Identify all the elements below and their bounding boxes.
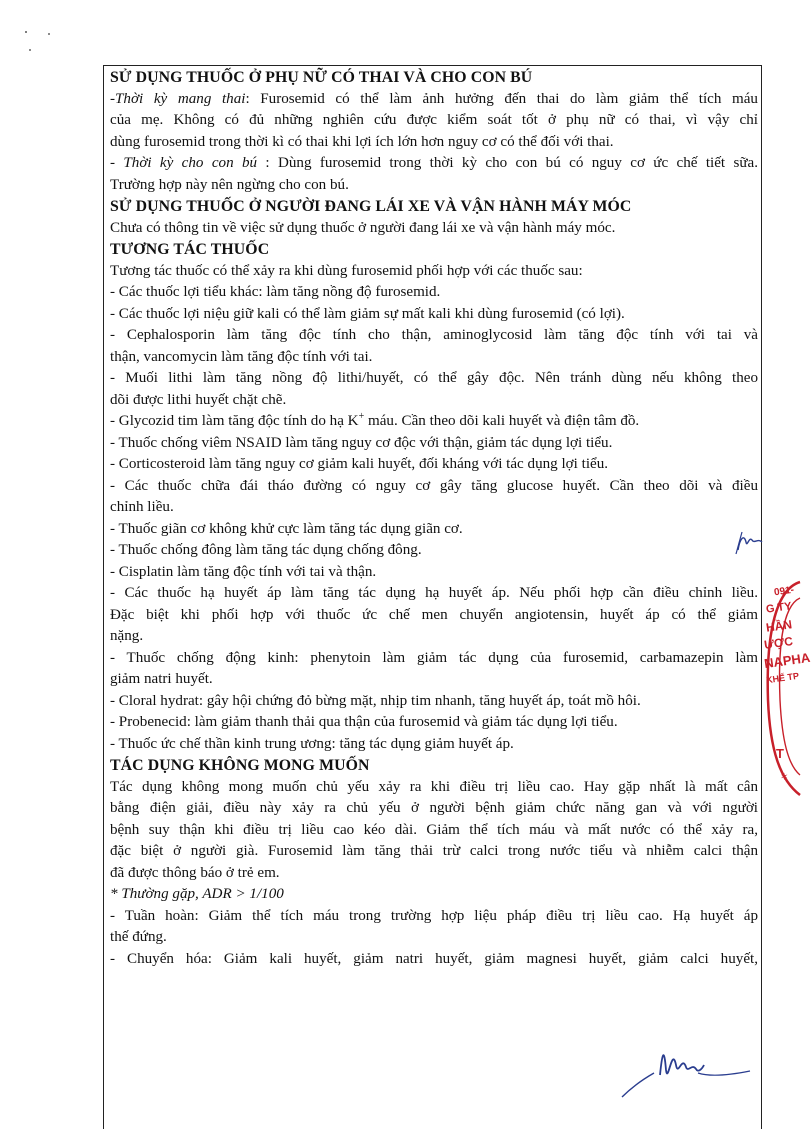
heading-adverse-effects: TÁC DỤNG KHÔNG MONG MUỐN — [110, 757, 370, 774]
list-item: - Corticosteroid làm tăng nguy cơ giảm kali huyết, đối kháng với tác dụng lợi tiểu. — [110, 456, 609, 472]
list-item: dõi được lithi huyết chặt chẽ. — [110, 391, 287, 408]
list-item: - Glycozid tim làm tăng độc tính do hạ K+ máu. Cần theo dõi kali huyết và điện tâm đồ. — [110, 410, 640, 429]
label-lactation-period: - Thời kỳ cho con bú — [110, 155, 258, 171]
paragraph-line: bệnh suy thận khi điều trị liều cao kéo dài. Giảm thể tích máu và mất nước có thể xảy ra, — [110, 821, 758, 838]
label-pregnancy-period: -Thời kỳ mang thai — [110, 90, 246, 107]
list-item: - Thuốc ức chế thần kinh trung ương: tăng tác dụng giảm huyết áp. — [110, 735, 514, 752]
list-item: - Cloral hydrat: gây hội chứng đỏ bừng mặt, nhịp tim nhanh, tăng huyết áp, toát mồ hôi. — [110, 692, 641, 709]
list-item: - Probenecid: làm giảm thanh thải qua thận của furosemid và giảm tác dụng lợi tiểu. — [110, 714, 618, 730]
paragraph-line: đặc biệt ở người già. Furosemid làm tăng thải trừ calci trong nước tiểu và nhiễm calci thận — [110, 843, 758, 859]
list-item: - Thuốc chống đông làm tăng tác dụng chống đông. — [110, 542, 422, 558]
frequency-label: * Thường gặp, ADR > 1/100 — [110, 886, 284, 902]
list-item: - Các thuốc chữa đái tháo đường có nguy cơ gây tăng glucose huyết. Cần theo dõi và điều — [110, 477, 758, 494]
paragraph-line: đã được thông báo ở trẻ em. — [110, 864, 280, 881]
heading-drug-interactions: TƯƠNG TÁC THUỐC — [110, 241, 270, 258]
list-item: - Các thuốc hạ huyết áp làm tăng tác dụng hạ huyết áp. Nếu phối hợp cần điều chỉnh liều. — [110, 585, 758, 601]
list-item: chỉnh liều. — [110, 499, 174, 515]
paragraph-line: của mẹ. Không có đủ những nghiên cứu được kiểm soát tốt ở phụ nữ có thai, vì vậy chỉ — [110, 112, 758, 128]
paragraph-line: Trường hợp này nên ngừng cho con bú. — [110, 176, 349, 193]
paragraph-line: Chưa có thông tin về việc sử dụng thuốc ở người đang lái xe và vận hành máy móc. — [110, 219, 616, 236]
list-item: nặng. — [110, 628, 144, 644]
list-item: thế đứng. — [110, 929, 167, 945]
paragraph-line: Tác dụng không mong muốn chủ yếu xảy ra khi điều trị liều cao. Hay gặp nhất là mất cân — [110, 778, 758, 795]
list-item: - Tuần hoàn: Giảm thể tích máu trong trường hợp liệu pháp điều trị liều cao. Hạ huyết áp — [110, 907, 758, 924]
paragraph-line: dùng furosemid trong thời kì có thai khi lợi ích lớn hơn nguy cơ có thể đối với thai. — [110, 133, 614, 150]
list-item: giảm natri huyết. — [110, 671, 213, 687]
list-item: - Muối lithi làm tăng nồng độ lithi/huyết, có thể gây độc. Nên tránh dùng nếu không theo — [110, 370, 758, 386]
company-stamp — [760, 580, 811, 830]
list-item: - Thuốc chống viêm NSAID làm tăng nguy cơ độc với thận, giảm tác dụng lợi tiểu. — [110, 434, 613, 451]
list-item: - Các thuốc lợi niệu giữ kali có thể làm giảm sự mất kali khi dùng furosemid (có lợi). — [110, 305, 625, 322]
list-item: Đặc biệt khi phối hợp với thuốc ức chế men chuyển angiotensin, huyết áp có thể giảm — [110, 606, 758, 623]
list-item: - Thuốc chống động kinh: phenytoin làm giảm tác dụng của furosemid, carbamazepin làm — [110, 649, 758, 666]
list-item: - Chuyển hóa: Giảm kali huyết, giảm natri huyết, giảm magnesi huyết, giảm calci huyết, — [110, 950, 758, 967]
handwritten-signature — [600, 1025, 780, 1105]
stamp-text: 091- G TY HẦN ƯỢC NAPHA KHẾ TP — [763, 584, 811, 686]
handwritten-initial-mark — [732, 528, 770, 558]
svg-text:✶: ✶ — [780, 772, 789, 783]
svg-text:T: T — [776, 746, 784, 761]
list-item: - Cephalosporin làm tăng độc tính cho thận, aminoglycosid làm tăng độc tính với tai và — [110, 327, 758, 343]
list-item: - Các thuốc lợi tiểu khác: làm tăng nồng độ furosemid. — [110, 284, 441, 300]
heading-pregnancy-lactation: SỬ DỤNG THUỐC Ở PHỤ NỮ CÓ THAI VÀ CHO CON BÚ — [110, 69, 533, 86]
paragraph-line: - Thời kỳ cho con bú : Dùng furosemid trong thời kỳ cho con bú có nguy cơ ức chế tiết sữa. — [110, 155, 758, 171]
list-item: - Thuốc giãn cơ không khử cực làm tăng tác dụng giãn cơ. — [110, 520, 463, 537]
document-body — [110, 67, 758, 970]
list-item: - Cisplatin làm tăng độc tính với tai và thận. — [110, 563, 377, 580]
heading-driving-machinery: SỬ DỤNG THUỐC Ở NGƯỜI ĐANG LÁI XE VÀ VẬN HÀNH MÁY MÓC — [110, 198, 632, 215]
paragraph-line: -Thời kỳ mang thai: Furosemid có thể làm ảnh hưởng đến thai do làm giảm thể tích máu — [110, 90, 758, 107]
paragraph-line: Tương tác thuốc có thể xảy ra khi dùng furosemid phối hợp với các thuốc sau: — [110, 262, 583, 279]
list-item: thận, vancomycin làm tăng độc tính với tai. — [110, 348, 373, 365]
corner-scan-marks — [22, 28, 62, 58]
paragraph-line: bằng điện giải, điều này xảy ra chủ yếu ở người bệnh giảm chức năng gan và với người — [110, 800, 758, 816]
